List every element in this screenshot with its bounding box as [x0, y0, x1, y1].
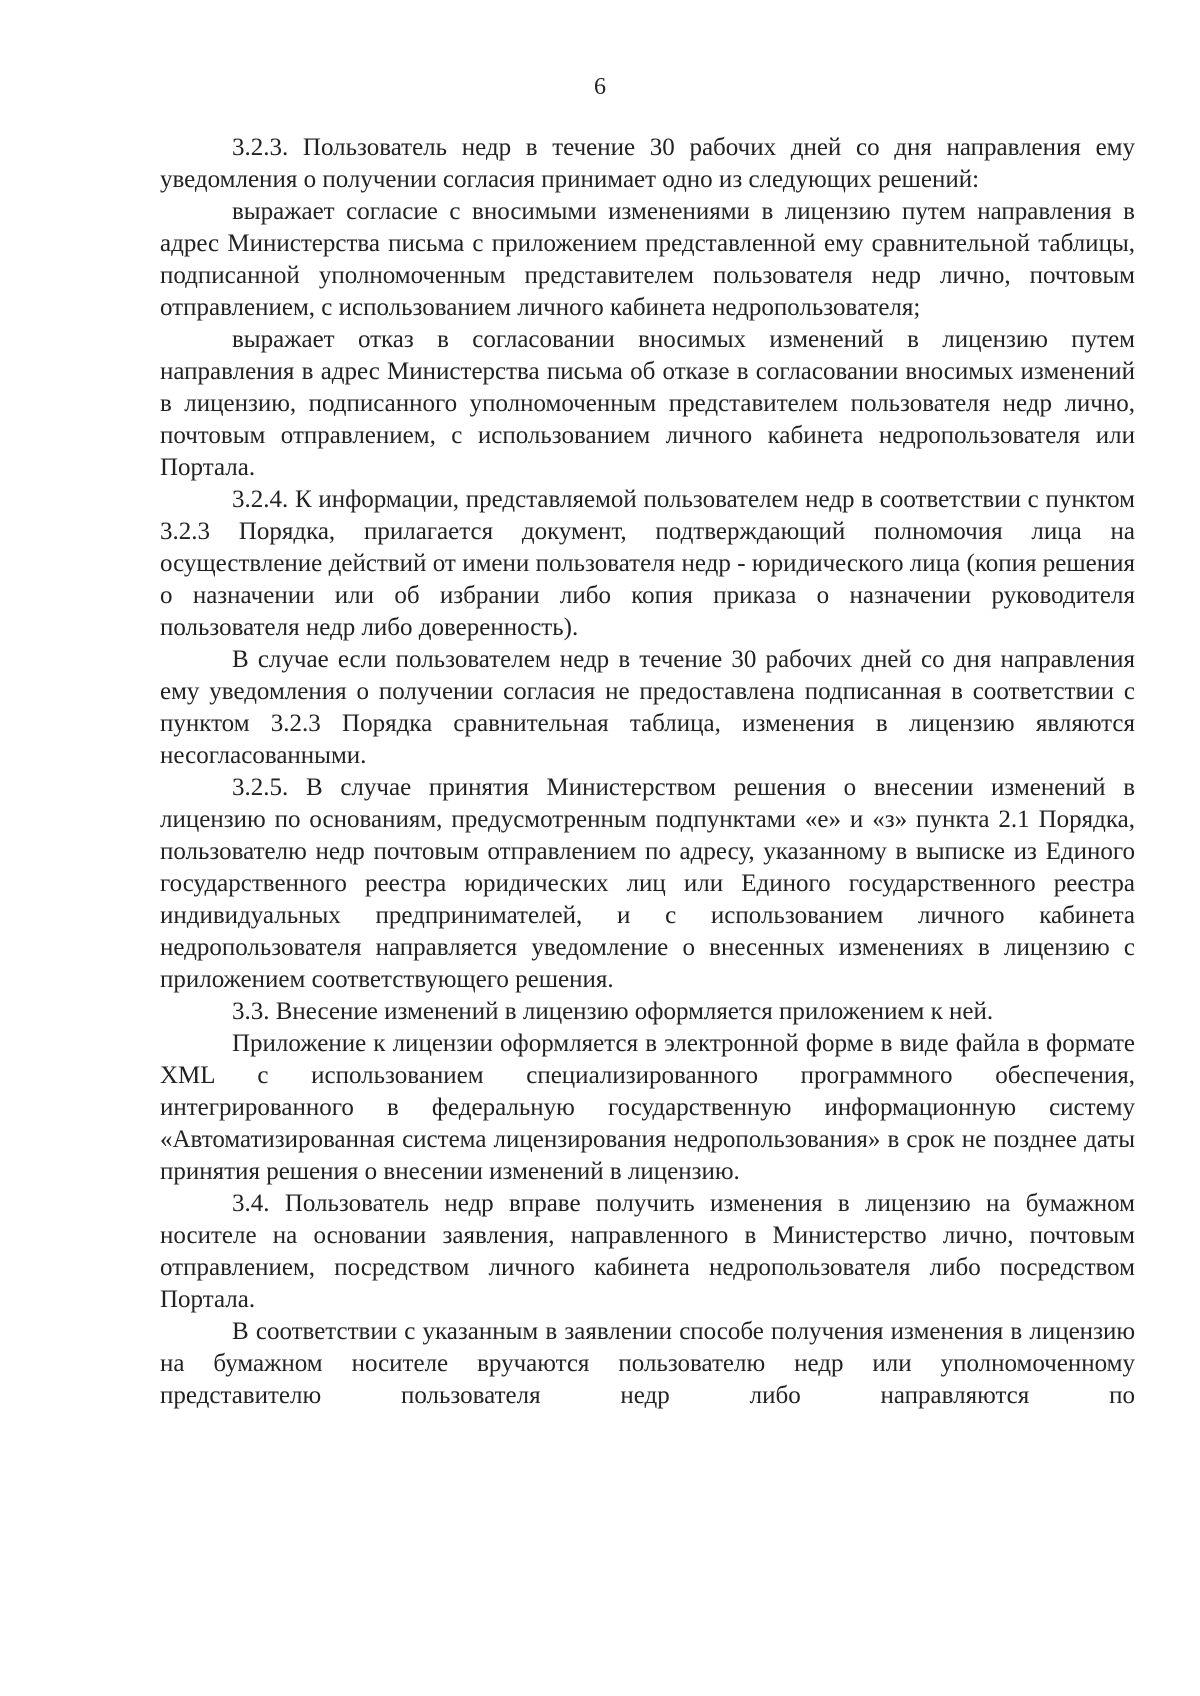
paragraph-unagreed-changes: В случае если пользователем недр в течение 30 рабочих дней со дня направления ему уведомления о получении согласия не предоставлена подписанная в соответствии с пунктом 3.2.3 Порядка сравнительная таблица, изменения в лицензию являются несогласованными.: [160, 646, 1135, 769]
paragraph-consent-option: выражает согласие с вносимыми изменениями в лицензию путем направления в адрес Министерства письма с приложением представленной ему сравнительной таблицы, подписанной уполномоченным представителем пользователя недр лично, почтовым отправлением, с использованием личного кабинета недропользователя;: [160, 198, 1135, 321]
paragraph-3-4: 3.4. Пользователь недр вправе получить изменения в лицензию на бумажном носителе на основании заявления, направленного в Министерство лично, почтовым отправлением, посредством личного кабинета недропользователя либо посредством Портала.: [160, 1190, 1135, 1313]
paragraph-3-3: 3.3. Внесение изменений в лицензию оформляется приложением к ней.: [232, 998, 994, 1025]
paragraph-xml-format: Приложение к лицензии оформляется в электронной форме в виде файла в формате XML с использованием специализированного программного обеспечения, интегрированного в федеральную государственную информационную систему «Автоматизированная система лицензирования недропользования» в срок не позднее даты принятия решения о внесении изменений в лицензию.: [160, 1030, 1135, 1185]
paragraph-3-2-4: 3.2.4. К информации, представляемой пользователем недр в соответствии с пунктом 3.2.3 Порядка, прилагается документ, подтверждающий полномочия лица на осуществление действий от имени пользователя недр - юридического лица (копия решения о назначении или об избрании либо копия приказа о назначении руководителя пользователя недр либо доверенность).: [160, 486, 1135, 641]
paragraph-3-2-5: 3.2.5. В случае принятия Министерством решения о внесении изменений в лицензию по основаниям, предусмотренным подпунктами «е» и «з» пункта 2.1 Порядка, пользователю недр почтовым отправлением по адресу, указанному в выписке из Единого государственного реестра юридических лиц или Единого государственного реестра индивидуальных предпринимателей, и с использованием личного кабинета недропользователя направляется уведомление о внесенных изменениях в лицензию с приложением соответствующего решения.: [160, 774, 1135, 993]
paragraph-refusal-option: выражает отказ в согласовании вносимых изменений в лицензию путем направления в адрес Министерства письма об отказе в согласовании вносимых изменений в лицензию, подписанного уполномоченным представителем пользователя недр лично, почтовым отправлением, с использованием личного кабинета недропользователя или Портала.: [160, 326, 1135, 481]
paragraph-3-2-3: 3.2.3. Пользователь недр в течение 30 рабочих дней со дня направления ему уведомления о получении согласия принимает одно из следующих решений:: [160, 134, 1135, 193]
document-body: [160, 132, 1135, 1412]
paragraph-delivery-method: В соответствии с указанным в заявлении способе получения изменения в лицензию на бумажном носителе вручаются пользователю недр или уполномоченному представителю пользователя недр либо направляются по: [160, 1318, 1135, 1409]
page-number: 6: [594, 74, 606, 100]
